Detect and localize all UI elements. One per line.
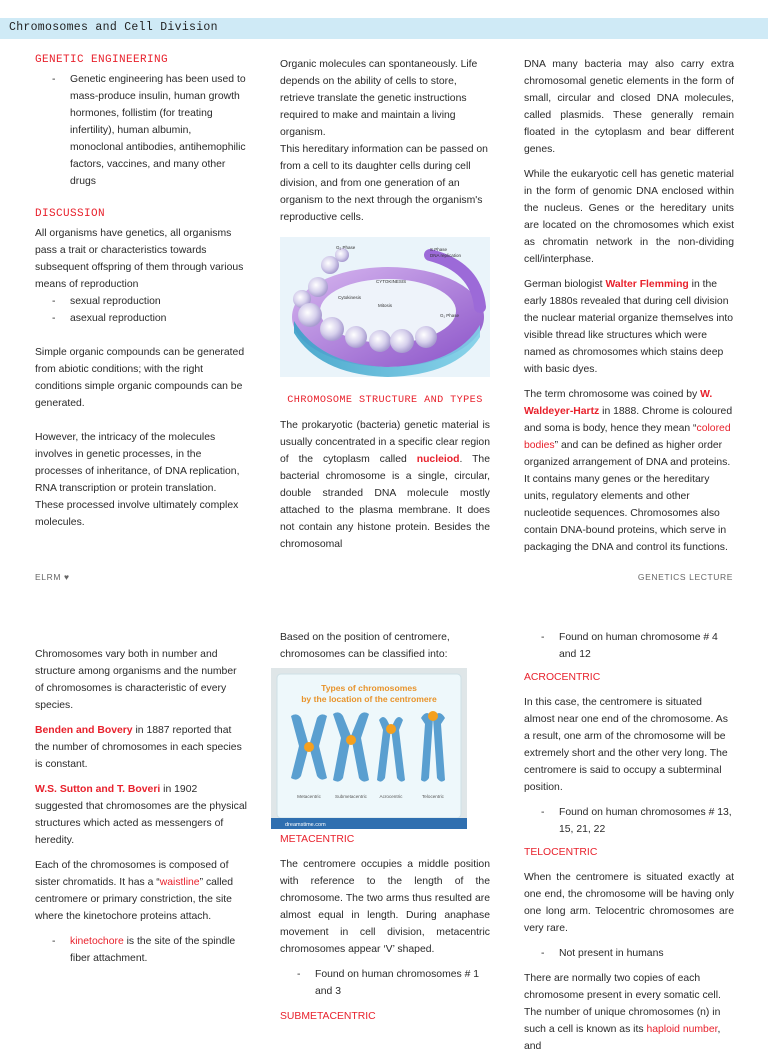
figure-label-acrocentric: Acrocentric: [379, 794, 403, 799]
figure-title-line1: Types of chromosomes: [321, 683, 417, 693]
metacentric-paragraph: The centromere occupies a middle position with reference to the length of the chromosome. The two arms thus resulted are almost equal in length. During anaphase movement in cell division, metacentric chromosomes appear ‘V’ shaped.: [280, 859, 490, 955]
cycle-label-mitosis: Mitosis: [378, 303, 393, 308]
paragraph: While the eukaryotic cell has genetic material in the form of genomic DNA enclosed within the nucleus. Genes or the hereditary units are located on the chromosomes which exist as chromatin network in the non-dividing cell/interphase.: [524, 169, 734, 265]
list-item: - Found on human chromosomes # 1 and 3: [280, 966, 490, 1000]
metacentric-list: [280, 966, 490, 1000]
list-item: - Found on human chromosomes # 13, 15, 21, 22: [524, 804, 734, 838]
reproduction-list: [35, 293, 247, 327]
page2-column-2: [280, 629, 490, 671]
paragraph: Chromosomes vary both in number and structure among organisms and the number of chromosomes is characteristic of every species.: [35, 649, 237, 711]
acrocentric-heading: ACROCENTRIC: [524, 672, 601, 683]
prokaryotic-paragraph: The prokaryotic (bacteria) genetic material is usually concentrated in a specific clear region of the cytoplasm called nucleiod. The bacterial chromosome is a single, circular, double stranded DNA molecule mostly attached to the plasma membrane. It does not contain any histone protein. Besides the chromosomal: [280, 420, 490, 550]
cycle-label-dna-replication: DNA replication: [430, 253, 462, 258]
paragraph: Organic molecules can spontaneously. Life depends on the ability of cells to store, retrieve translate the genetic instructions required to make and maintain a living organism.: [280, 59, 478, 138]
footer-left: ELRM ♥: [35, 572, 70, 582]
kinetochore-list: [35, 933, 247, 967]
list-item: - Genetic engineering has been used to mass-produce insulin, human growth hormones, follistim (for treating infertility), human albumin, monoclonal antibodies, antihemophilic factors, vaccines, and many other drugs: [35, 71, 247, 190]
paragraph: Based on the position of centromere, chromosomes can be classified into:: [280, 632, 450, 660]
paragraph: However, the intricacy of the molecules involves in genetic processes, in the processes of inheritance, of DNA replication, RNA transcription or protein translation. These processed involve ultimately complex molecules.: [35, 432, 240, 528]
waistline-term: waistline: [159, 877, 200, 888]
cell-cycle-figure: [280, 237, 490, 377]
page1-column-2: [280, 56, 490, 234]
submetacentric-heading: SUBMETACENTRIC: [280, 1011, 376, 1022]
discussion-intro: All organisms have genetics, all organisms pass a trait or characteristics towards subsequent offspring of them through various means of reproduction: [35, 228, 244, 290]
document-header: [0, 18, 768, 39]
figure-label-telocentric: Telocentric: [422, 794, 444, 799]
nucleiod-term: nucleiod: [416, 454, 460, 465]
paragraph: DNA many bacteria may also carry extra chromosomal genetic elements in the form of small, circular and closed DNA molecules, called plasmids. These generally remain floated in the cytoplasm and bear different genes.: [524, 59, 734, 155]
sutton-paragraph: W.S. Sutton and T. Boveri in 1902 suggested that chromosomes are the physical structures which acted as messengers of heredity.: [35, 784, 247, 846]
cycle-label-s: S Phase: [430, 247, 448, 252]
figure-title-line2: by the location of the centromere: [301, 694, 437, 704]
flemming-name: Walter Flemming: [605, 279, 689, 290]
cycle-label-cytokinesis-top: CYTOKINESIS: [376, 279, 407, 284]
haploid-number-term: haploid number: [646, 1024, 718, 1035]
list-item: - Found on human chromosome # 4 and 12: [524, 629, 734, 663]
list-item: - sexual reproduction: [35, 293, 247, 310]
list-item: - Not present in humans: [524, 945, 734, 962]
cycle-label-cytokinesis: Cytokinesis: [338, 295, 362, 300]
cycle-label-g2: G₂ Phase: [336, 245, 356, 250]
chromosome-types-figure: [271, 668, 467, 829]
cycle-label-g1: G₁ Phase: [440, 313, 460, 318]
discussion-heading: DISCUSSION: [35, 208, 106, 220]
chromosome-structure-heading: CHROMOSOME STRUCTURE AND TYPES: [287, 395, 483, 406]
waldeyer-paragraph: The term chromosome was coined by W. Waldeyer-Hartz in 1888. Chrome is coloured and soma is body, hence they mean “colored bodies” and can be defined as higher order organized arrangement of DNA and proteins. It contains many genes or the hereditary units, regulatory elements and other nucleotide sequences. Chromosomes also contain DNA-bound proteins, which serve in packaging the DNA and control its functions.: [524, 389, 733, 553]
page2-column-3: [524, 629, 734, 1063]
centromere-paragraph: Each of the chromosomes is composed of sister chromatids. It has a “waistline” called centromere or primary constriction, the site where the kinetochore proteins attach.: [35, 860, 234, 922]
submetacentric-list: [524, 629, 734, 663]
list-item: - asexual reproduction: [35, 310, 247, 327]
acrocentric-list: [524, 804, 734, 838]
figure-label-metacentric: Metacentric: [297, 794, 321, 799]
document-title: Chromosomes and Cell Division: [9, 21, 218, 34]
colored-bodies-term: colored bodies: [524, 423, 731, 451]
paragraph: Simple organic compounds can be generated from abiotic conditions; with the right conditions simple organic compounds can be generated.: [35, 347, 245, 409]
waldeyer-name: W. Waldeyer-Hartz: [524, 389, 713, 417]
haploid-paragraph: There are normally two copies of each chromosome present in every somatic cell. The number of unique chromosomes (n) in such a cell is known as its haploid number, and: [524, 973, 721, 1052]
benden-bovery-name: Benden and Bovery: [35, 725, 133, 736]
genetic-engineering-heading: GENETIC ENGINEERING: [35, 54, 169, 66]
page2-column-2-lower: [280, 831, 490, 1033]
page1-column-1: [35, 52, 247, 539]
footer-right: GENETICS LECTURE: [637, 572, 733, 582]
page1-column-3: [524, 56, 734, 564]
acrocentric-paragraph: In this case, the centromere is situated almost near one end of the chromosome. As a result, one arm of the chromosome will be extremely short and the other very long. The centromere is said to occupy a subterminal position.: [524, 697, 728, 793]
telocentric-paragraph: When the centromere is situated exactly at one end, the chromosome will be having only one long arm. Telocentric chromosomes are very rare.: [524, 872, 734, 934]
benden-paragraph: Benden and Bovery in 1887 reported that the number of chromosomes in each species is constant.: [35, 725, 242, 770]
telocentric-list: [524, 945, 734, 962]
sutton-boveri-name: W.S. Sutton and T. Boveri: [35, 784, 161, 795]
figure-brand: dreamstime.com: [285, 822, 326, 828]
paragraph: This hereditary information can be passed on from a cell to its daughter cells during cell division, and from one generation of an organism to the next through the organism's reproductive cells.: [280, 144, 488, 223]
flemming-paragraph: German biologist Walter Flemming in the early 1880s revealed that during cell division the nuclear material organize themselves into visible thread like structures which were named as chromosomes which stains deep with basic dyes.: [524, 279, 734, 375]
figure-label-submetacentric: Submetacentric: [335, 794, 367, 799]
metacentric-heading: METACENTRIC: [280, 834, 355, 845]
telocentric-heading: TELOCENTRIC: [524, 847, 598, 858]
kinetochore-term: kinetochore: [70, 936, 124, 947]
page2-column-1: [35, 646, 247, 975]
page1-column-2-lower: [280, 392, 490, 561]
list-item: - kinetochore is the site of the spindle fiber attachment.: [35, 933, 247, 967]
genetic-engineering-list: [35, 71, 247, 190]
